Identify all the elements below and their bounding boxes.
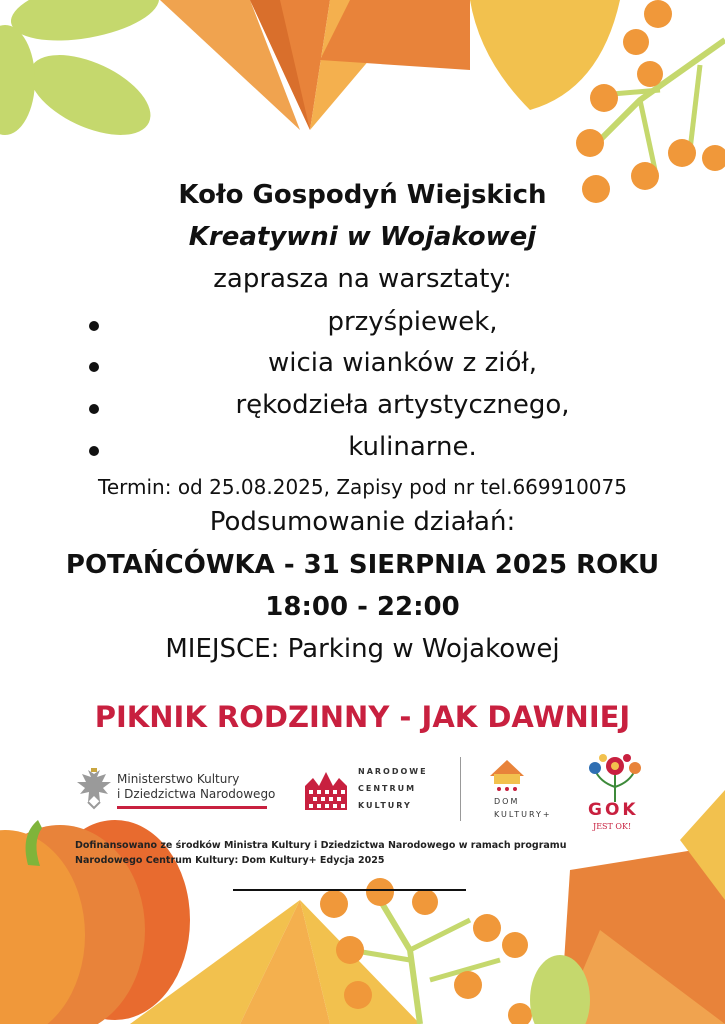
bullet-icon (89, 446, 99, 456)
workshop-label: przyśpiewek, (327, 307, 498, 337)
berry-branch-icon (320, 878, 532, 1024)
funding-note-line2: Narodowego Centrum Kultury: Dom Kultury+ Edycja 2025 (75, 855, 385, 866)
workshop-label: kulinarne. (348, 432, 477, 462)
ministry-name-line2: i Dziedzictwa Narodowego (117, 787, 276, 801)
funding-note-line1: Dofinansowano ze środków Ministra Kultury i Dziedzictwa Narodowego w ramach programu (75, 840, 567, 851)
dom-line1: DOM (494, 797, 520, 806)
bullet-icon (89, 321, 99, 331)
nck-line1: NARODOWE (358, 767, 428, 776)
green-leaf-icon (0, 0, 164, 151)
organizer-subtitle: Kreatywni w Wojakowej (188, 222, 537, 252)
dom-line2: KULTURY+ (494, 810, 552, 819)
ministry-underline (117, 806, 267, 809)
event-hours: 18:00 - 22:00 (265, 592, 460, 622)
term-text: Termin: od 25.08.2025, Zapisy pod nr tel.669910075 (98, 475, 627, 499)
list-item (0, 348, 725, 388)
logo-separator (460, 757, 461, 821)
organizer-title: Koło Gospodyń Wiejskich (178, 180, 547, 210)
list-item (0, 432, 725, 472)
list-item (0, 390, 725, 430)
folk-flower-icon (585, 752, 645, 802)
nck-line3: KULTURY (358, 801, 412, 810)
nck-line2: CENTRUM (358, 784, 417, 793)
gok-tagline: JEST OK! (593, 822, 632, 831)
eagle-emblem-icon (74, 768, 114, 810)
ministry-name-line1: Ministerstwo Kultury (117, 772, 240, 786)
summary-heading: Podsumowanie działań: (209, 507, 516, 537)
list-item (0, 307, 725, 347)
orange-leaf-icon (160, 0, 470, 130)
bullet-icon (89, 362, 99, 372)
event-place: MIEJSCE: Parking w Wojakowej (165, 634, 560, 664)
event-title: POTAŃCÓWKA - 31 SIERPNIA 2025 ROKU (65, 550, 660, 580)
nck-logo-icon (305, 768, 347, 810)
invite-text: zaprasza na warsztaty: (213, 264, 512, 294)
picnic-title: PIKNIK RODZINNY - JAK DAWNIEJ (94, 700, 631, 734)
workshop-label: wicia wianków z ziół, (267, 348, 537, 378)
workshop-label: rękodzieła artystycznego, (235, 390, 570, 420)
gok-logo-text: GOK (588, 800, 639, 820)
house-icon (490, 760, 524, 792)
bullet-icon (89, 404, 99, 414)
